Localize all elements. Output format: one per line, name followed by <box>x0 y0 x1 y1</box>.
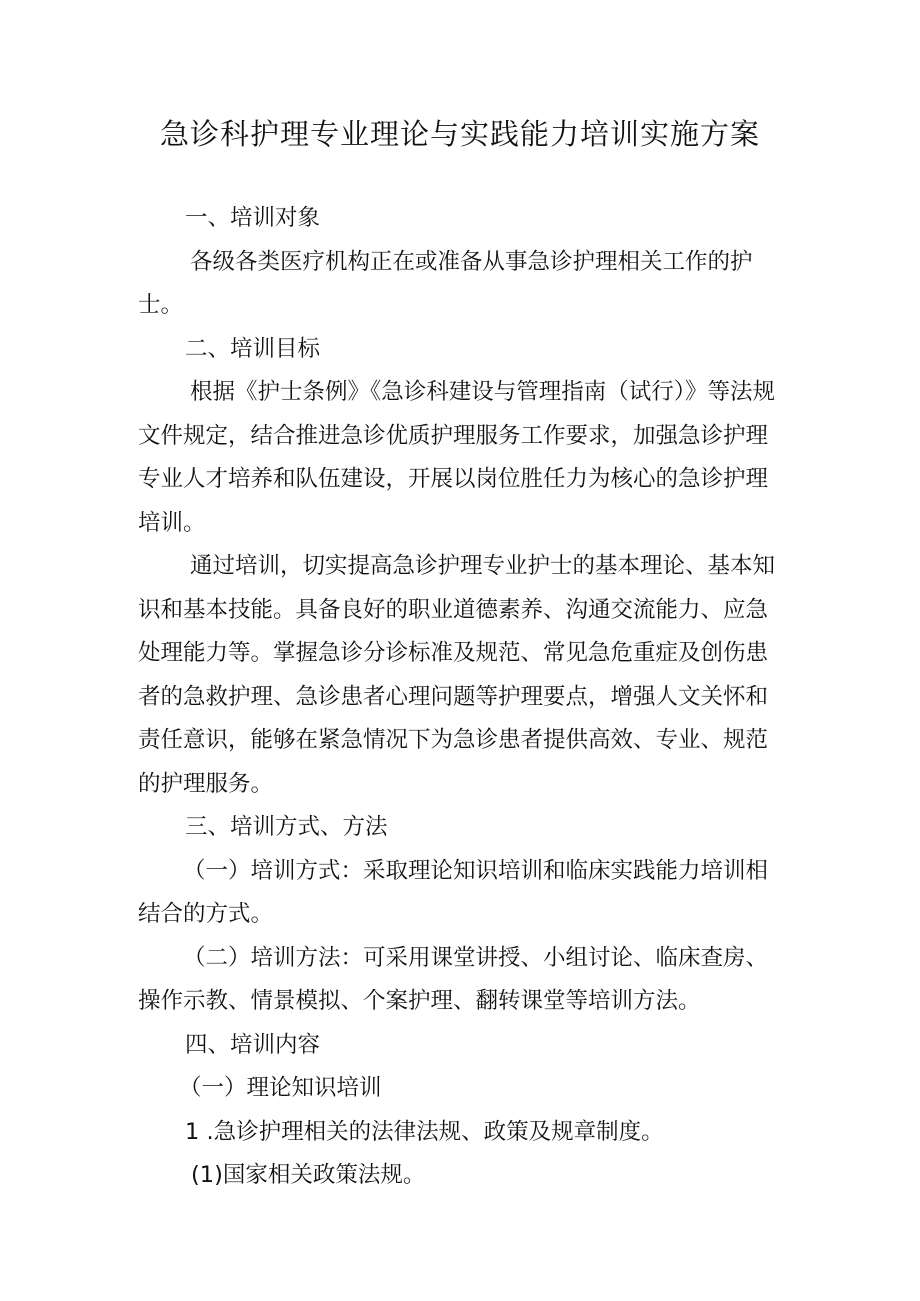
subheading-theory: （一）理论知识培训 <box>179 1075 382 1101</box>
section-heading-target: 一、培训对象 <box>185 205 321 231</box>
paragraph-goals-outcome: 通过培训，切实提高急诊护理专业护士的基本理论、基本知识和基本技能。具备良好的职业道德素养、沟通交流能力、应急处理能力等。掌握急诊分诊标准及规范、常见急危重症及创伤患者的急救护理、急诊患者心理问题等护理要点，增强人文关怀和责任意识，能够在紧急情况下为急诊患者提供高效、专业、规范的护理服务。 <box>138 553 776 797</box>
section-heading-content: 四、培训内容 <box>185 1031 321 1058</box>
document-title: 急诊科护理专业理论与实践能力培训实施方案 <box>159 117 760 151</box>
section-heading-goals: 二、培训目标 <box>185 335 321 362</box>
paragraph-training-methods: （二）培训方法：可采用课堂讲授、小组讨论、临床查房、操作示教、情景模拟、个案护理、翻转课堂等培训方法。 <box>138 944 769 1014</box>
section-heading-methods: 三、培训方式、方法 <box>185 814 388 840</box>
list-item-national-policy: (1)国家相关政策法规。 <box>191 1162 426 1188</box>
list-item-laws: 1 .急诊护理相关的法律法规、政策及规章制度。 <box>185 1118 664 1145</box>
document-body <box>138 197 776 1198</box>
paragraph-goals-basis: 根据《护士条例》《急诊科建设与管理指南（试行）》等法规文件规定，结合推进急诊优质护理服务工作要求，加强急诊护理专业人才培养和队伍建设，开展以岗位胜任力为核心的急诊护理培训。 <box>138 379 776 536</box>
paragraph-training-mode: （一）培训方式：采取理论知识培训和临床实践能力培训相结合的方式。 <box>138 857 769 927</box>
paragraph-target-desc: 各级各类医疗机构正在或准备从事急诊护理相关工作的护士。 <box>138 248 753 318</box>
